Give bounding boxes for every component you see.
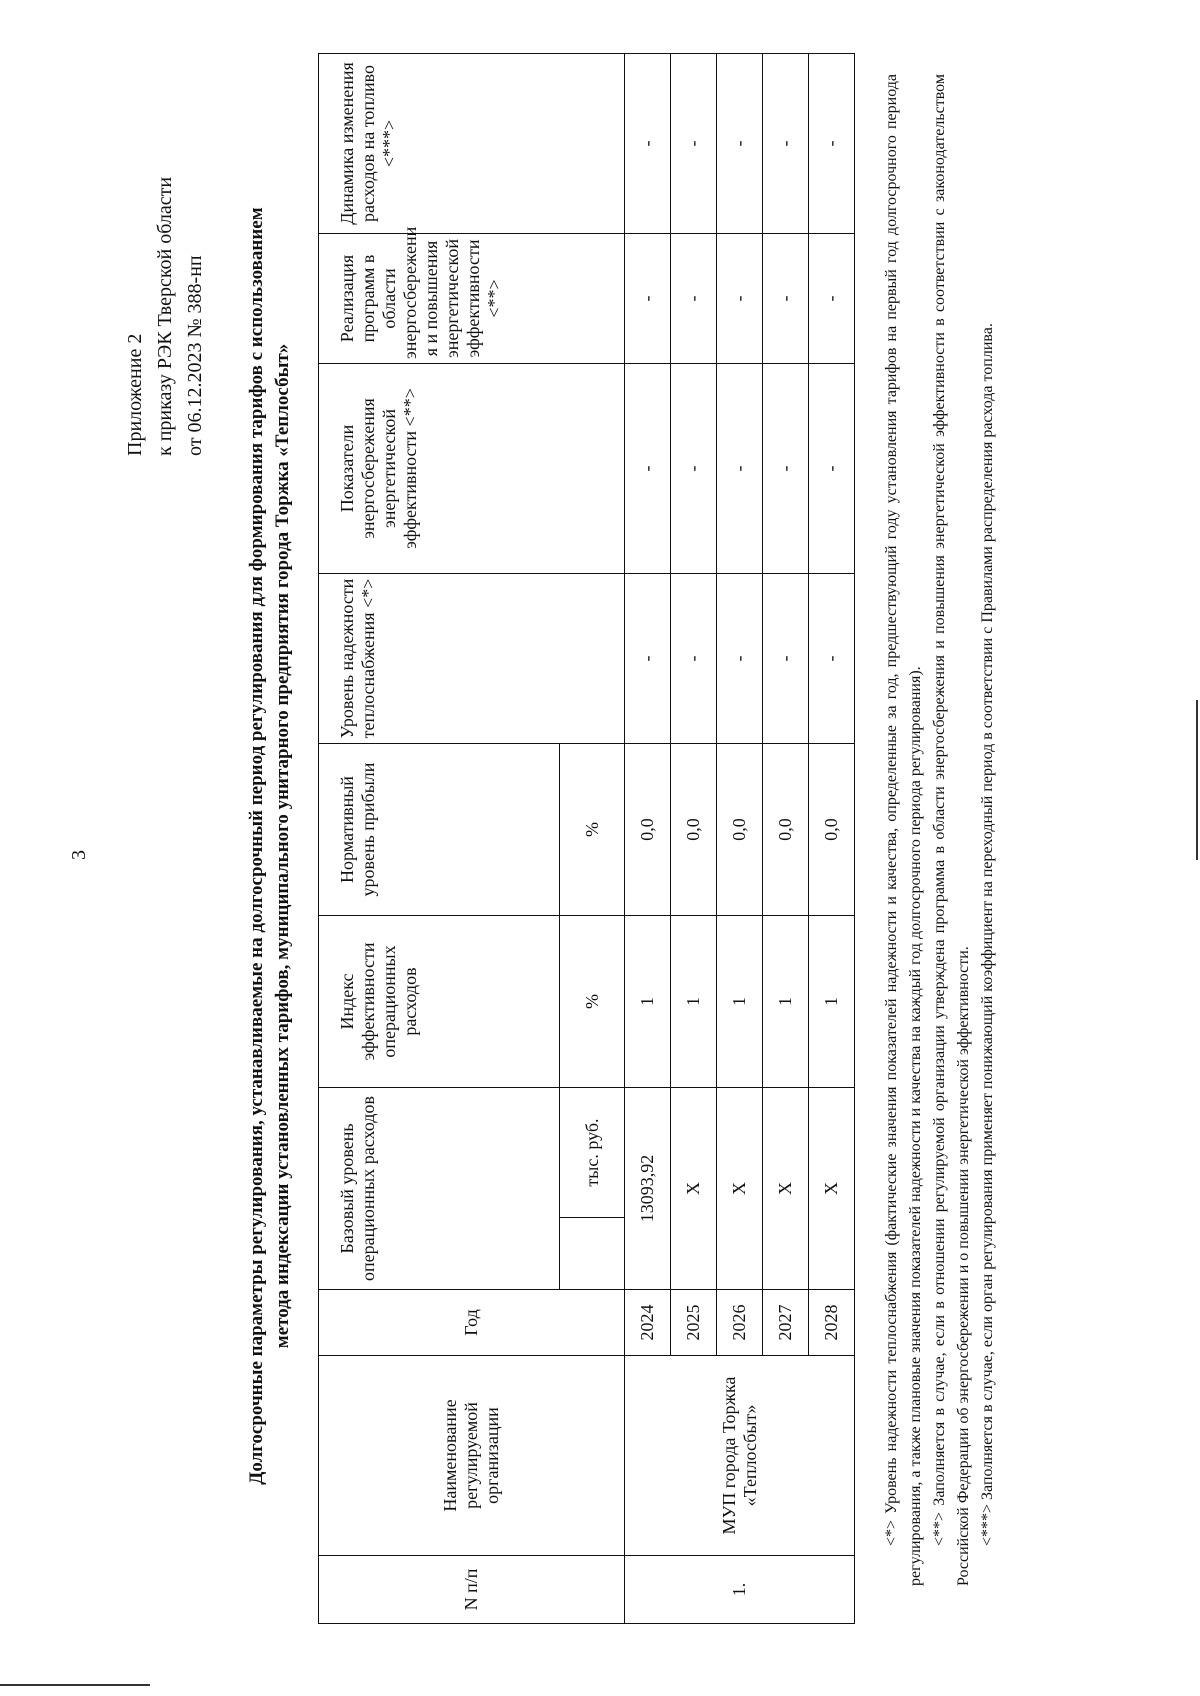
- page-number: 3: [68, 850, 90, 860]
- unit-empty: [560, 1218, 625, 1290]
- cell-base: Х: [671, 1088, 717, 1290]
- cell-profit: 0,0: [717, 744, 763, 916]
- unit-index: %: [560, 916, 625, 1088]
- cell-reliability: -: [763, 574, 809, 744]
- cell-index: 1: [625, 916, 671, 1088]
- header-num: N п/п: [319, 1556, 625, 1624]
- cell-profit: 0,0: [625, 744, 671, 916]
- organization-name: МУП города Торжка «Теплосбыт»: [625, 1356, 855, 1556]
- header-fuel-dynamics: Динамика изменения расходов на топливо <***>: [319, 54, 625, 234]
- cell-programs: -: [625, 234, 671, 364]
- cell-energy: -: [625, 364, 671, 574]
- unit-base: тыс. руб.: [560, 1088, 625, 1218]
- cell-year: 2027: [763, 1290, 809, 1356]
- cell-reliability: -: [625, 574, 671, 744]
- cell-fuel: -: [809, 54, 855, 234]
- cell-programs: -: [671, 234, 717, 364]
- appendix-line-1: Приложение 2: [124, 333, 146, 456]
- cell-index: 1: [809, 916, 855, 1088]
- cell-energy: -: [763, 364, 809, 574]
- footnote-reliability: <*> Уровень надежности теплоснабжения (фактические значения показателей надежности и качества, определенные за год, предшествующий году установления тарифов на первый год долгосрочного периода регулирования, а также плановые значения показателей надежности и качества на каждый год долгосрочного периода регулирования).: [883, 74, 924, 1586]
- title-line-2: метода индексации установленных тарифов, муниципального унитарного предприятия города Торжка «Теплосбыт»: [272, 343, 293, 1349]
- header-energy-indicators: Показатели энергосбережения энергетической эффективности <**>: [319, 364, 625, 574]
- cell-fuel: -: [717, 54, 763, 234]
- scan-edge-bottom: [0, 1684, 150, 1686]
- row-number: 1.: [625, 1556, 855, 1624]
- header-organization: Наименование регулируемой организации: [319, 1356, 625, 1556]
- cell-programs: -: [763, 234, 809, 364]
- cell-energy: -: [717, 364, 763, 574]
- cell-reliability: -: [717, 574, 763, 744]
- table-row: [625, 54, 671, 1624]
- cell-reliability: -: [671, 574, 717, 744]
- cell-programs: -: [809, 234, 855, 364]
- cell-year: 2028: [809, 1290, 855, 1356]
- cell-programs: -: [717, 234, 763, 364]
- cell-reliability: -: [809, 574, 855, 744]
- document-title: [244, 106, 296, 1586]
- parameters-table: [318, 53, 855, 1624]
- header-energy-programs: Реализация программ в области энергосбережени я и повышения энергетической эффективности <**>: [319, 234, 625, 364]
- header-efficiency-index: Индекс эффективности операционных расходов: [319, 916, 560, 1088]
- header-profit-level: Нормативный уровень прибыли: [319, 744, 560, 916]
- cell-energy: -: [809, 364, 855, 574]
- cell-base: Х: [763, 1088, 809, 1290]
- cell-base: Х: [809, 1088, 855, 1290]
- cell-fuel: -: [625, 54, 671, 234]
- appendix-block: [120, 177, 210, 456]
- cell-year: 2026: [717, 1290, 763, 1356]
- cell-energy: -: [671, 364, 717, 574]
- unit-profit: %: [560, 744, 625, 916]
- header-base-level: Базовый уровень операционных расходов: [319, 1088, 560, 1290]
- cell-year: 2025: [671, 1290, 717, 1356]
- cell-year: 2024: [625, 1290, 671, 1356]
- cell-profit: 0,0: [671, 744, 717, 916]
- cell-base: 13093,92: [625, 1088, 671, 1290]
- cell-fuel: -: [763, 54, 809, 234]
- cell-index: 1: [763, 916, 809, 1088]
- cell-fuel: -: [671, 54, 717, 234]
- footnote-energy-programs: <**> Заполняется в случае, если в отношении регулируемой организации утверждена программа в области энергосбережения и повышения энергетической эффективности в соответствии с законодательством Российской Федерации об энергосбережении и о повышении энергетической эффективности.: [931, 74, 972, 1586]
- cell-profit: 0,0: [763, 744, 809, 916]
- title-line-1: Долгосрочные параметры регулирования, устанавливаемые на долгосрочный период регулирования для формирования тарифов с использованием: [246, 207, 267, 1485]
- footnotes: [880, 74, 1000, 1586]
- cell-index: 1: [671, 916, 717, 1088]
- footnote-fuel: <***> Заполняется в случае, если орган регулирования применяет понижающий коэффициент на переходный период в соответствии с Правилами распределения расхода топлива.: [979, 323, 996, 1546]
- header-reliability: Уровень надежности теплоснабжения <*>: [319, 574, 625, 744]
- appendix-line-2: к приказу РЭК Тверской области: [154, 176, 176, 456]
- cell-profit: 0,0: [809, 744, 855, 916]
- cell-index: 1: [717, 916, 763, 1088]
- header-year: Год: [319, 1290, 625, 1356]
- cell-base: Х: [717, 1088, 763, 1290]
- appendix-line-3: от 06.12.2023 № 388-нп: [184, 255, 206, 456]
- scan-edge-right: [1196, 700, 1198, 860]
- header-row: [319, 54, 560, 1624]
